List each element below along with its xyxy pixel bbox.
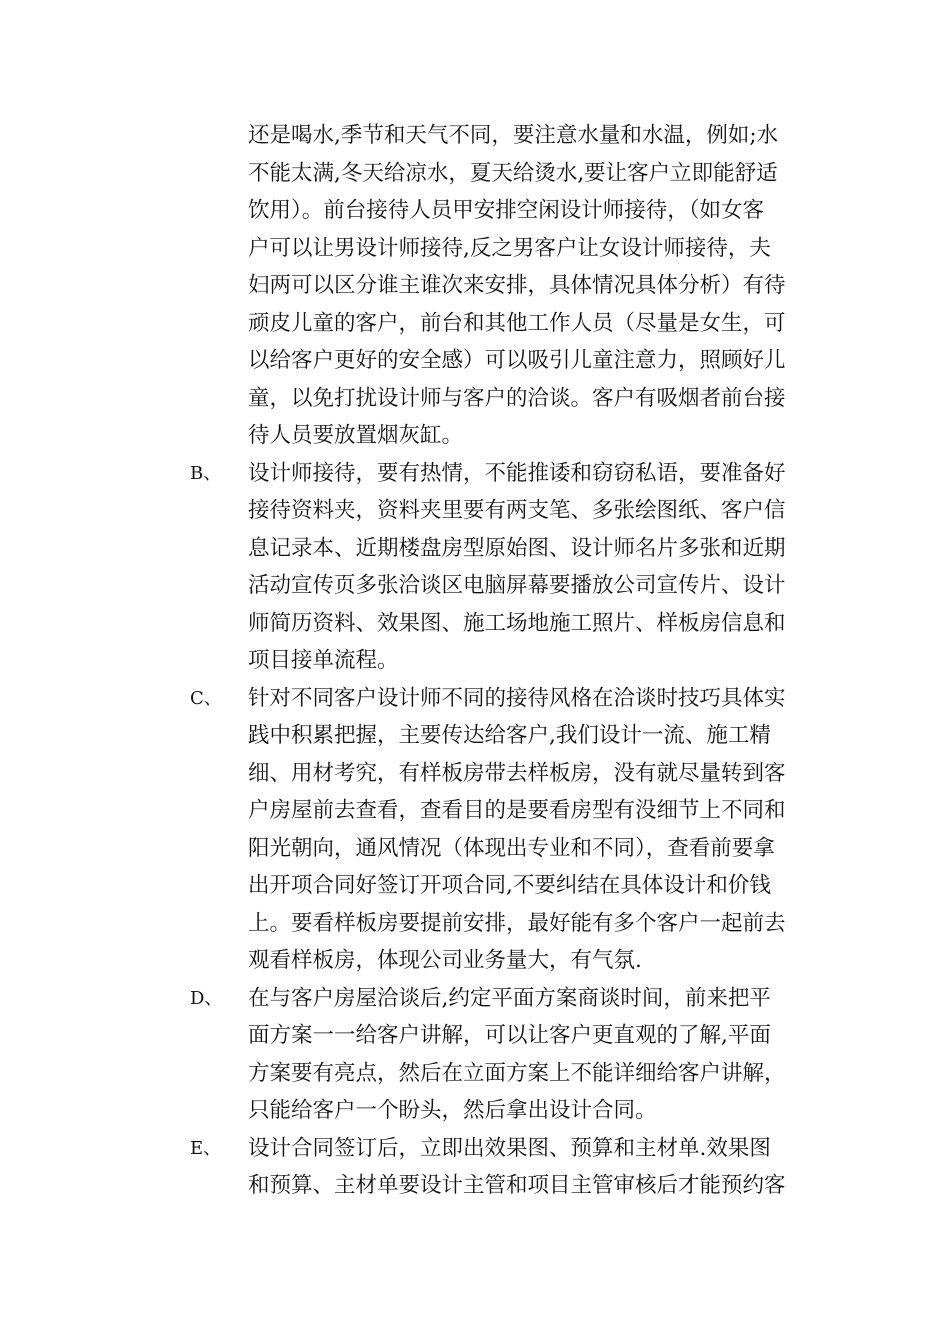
text-line: 面方案一一给客户讲解，可以让客户更直观的了解,平面 (248, 1023, 771, 1048)
text-line: 待人员要放置烟灰缸。 (248, 423, 464, 448)
text-line: 接待资料夹，资料夹里要有两支笔、多张绘图纸、客户信 (248, 498, 786, 523)
text-line: 阳光朝向，通风情况（体现出专业和不同），查看前要拿 (248, 835, 775, 861)
list-item-d (190, 980, 830, 1130)
text-line: 童，以免打扰设计师与客户的洽谈。客户有吸烟者前台接 (248, 385, 786, 411)
text-line: 顽皮儿童的客户，前台和其他工作人员（尽量是女生，可 (248, 310, 786, 336)
text-line: 师简历资料、效果图、施工场地施工照片、样板房信息和 (248, 610, 786, 636)
list-item-e (190, 1130, 830, 1205)
text-line: 息记录本、近期楼盘房型原始图、设计师名片多张和近期 (248, 535, 786, 561)
list-item-b (190, 455, 830, 680)
text-line: 上。要看样板房要提前安排，最好能有多个客户一起前去 (248, 910, 786, 936)
text-line: 在与客户房屋洽谈后,约定平面方案商谈时间，前来把平 (248, 985, 771, 1011)
text-line: 方案要有亮点，然后在立面方案上不能详细给客户讲解， (248, 1060, 786, 1086)
text-line: 户可以让男设计师接待,反之男客户让女设计师接待，夫 (248, 235, 771, 261)
text-line: 设计合同签订后，立即出效果图、预算和主材单.效果图 (248, 1135, 771, 1161)
document-body (190, 117, 830, 1205)
text-line: 还是喝水,季节和天气不同，要注意水量和水温，例如;水 (248, 123, 779, 148)
list-marker: B、 (190, 462, 222, 484)
text-line: 践中积累把握，主要传达给客户,我们设计一流、施工精 (248, 723, 771, 748)
list-marker: D、 (190, 987, 223, 1009)
list-item-c (190, 680, 830, 980)
text-line: 活动宣传页多张洽谈区电脑屏幕要播放公司宣传片、设计 (248, 573, 786, 598)
text-line: 观看样板房，体现公司业务量大，有气氛. (248, 948, 642, 973)
intro-paragraph (190, 117, 830, 455)
text-line: 出开项合同好签订开项合同,不要纠结在具体设计和价钱 (248, 873, 771, 898)
text-line: 和预算、主材单要设计主管和项目主管审核后才能预约客 (248, 1173, 786, 1198)
text-line: 不能太满,冬天给凉水，夏天给烫水,要让客户立即能舒适 (248, 160, 778, 186)
text-line: 饮用）。前台接待人员甲安排空闲设计师接待，（如女客 (248, 198, 765, 223)
text-line: 针对不同客户设计师不同的接待风格在洽谈时技巧具体实 (248, 685, 786, 711)
text-line: 项目接单流程。 (248, 648, 399, 673)
text-line: 细、用材考究，有样板房带去样板房，没有就尽量转到客 (248, 760, 786, 786)
list-marker: C、 (190, 687, 222, 709)
text-line: 户房屋前去查看，查看目的是要看房型有没细节上不同和 (248, 798, 786, 823)
text-line: 妇两可以区分谁主谁次来安排，具体情况具体分析）有待 (248, 273, 786, 298)
text-line: 设计师接待，要有热情，不能推诿和窃窃私语，要准备好 (248, 460, 786, 486)
text-line: 以给客户更好的安全感）可以吸引儿童注意力，照顾好儿 (248, 348, 786, 373)
text-line: 只能给客户一个盼头，然后拿出设计合同。 (248, 1098, 657, 1123)
list-marker: E、 (190, 1137, 222, 1159)
